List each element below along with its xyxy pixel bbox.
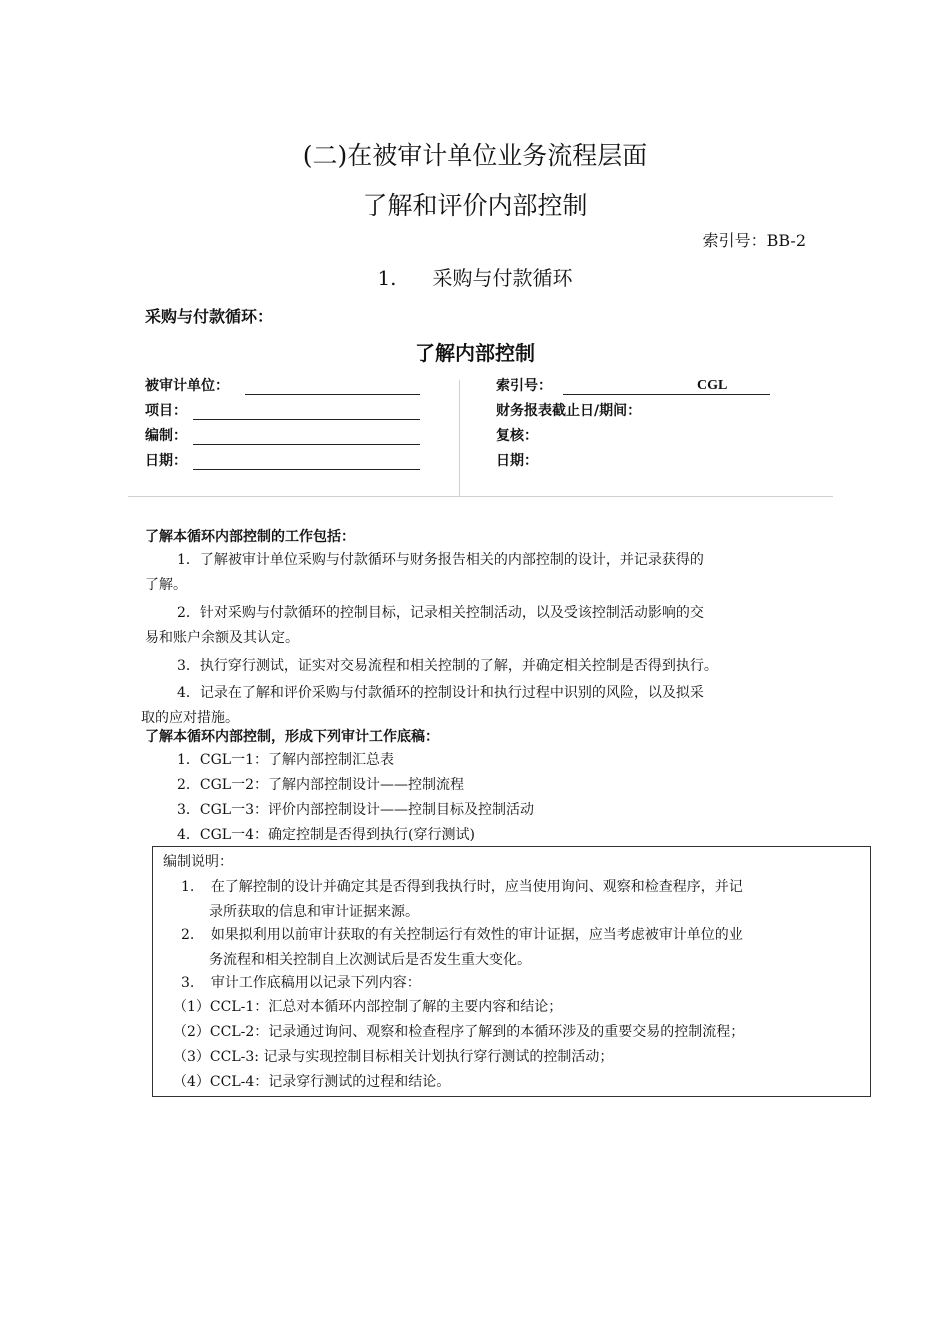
review-label: 复核： xyxy=(496,428,538,444)
work-scope-item-3: 3．执行穿行测试，证实对交易流程和相关控制的了解，并确定相关控制是否得到执行。 xyxy=(177,658,718,674)
notes-item-2: 2. 如果拟利用以前审计获取的有关控制运行有效性的审计证据，应当考虑被审计单位的业 务流程和相关控制自上次测试后是否发生重大变化。 xyxy=(181,927,743,968)
notes-subitem: （2）CCL-2：记录通过询问、观察和检查程序了解到的本循环涉及的重要交易的控制流程； xyxy=(173,1024,745,1040)
form-column-divider xyxy=(459,380,460,496)
notes-item-number: 1. xyxy=(181,879,195,895)
work-scope-item-4: 4．记录在了解和评价采购与付款循环的控制设计和执行过程中识别的风险，以及拟采 xyxy=(177,685,704,701)
section-heading xyxy=(0,262,950,291)
workpaper-item: 2．CGL一2：了解内部控制设计——控制流程 xyxy=(177,777,465,793)
preparation-notes-box xyxy=(152,846,871,1097)
project-field[interactable] xyxy=(193,403,420,420)
date-label-right: 日期： xyxy=(496,453,538,469)
workpapers-heading: 了解本循环内部控制，形成下列审计工作底稿： xyxy=(145,729,439,745)
form-bottom-divider xyxy=(128,496,833,497)
work-scope-item-2-cont: 易和账户余额及其认定。 xyxy=(145,630,299,646)
workpaper-item: 3．CGL一3：评价内部控制设计——控制目标及控制活动 xyxy=(177,802,535,818)
section-title: 采购与付款循环 xyxy=(432,266,573,290)
page-title-line1: (二)在被审计单位业务流程层面 xyxy=(302,141,648,170)
notes-item-number: 3. xyxy=(181,975,195,991)
work-scope-item-1-cont: 了解。 xyxy=(145,577,187,593)
workpaper-item: 1．CGL一1：了解内部控制汇总表 xyxy=(177,752,395,768)
auditee-field[interactable] xyxy=(245,378,420,395)
notes-subitems xyxy=(173,995,863,1095)
prepared-by-field[interactable] xyxy=(193,428,420,445)
page-title-line2: 了解和评价内部控制 xyxy=(362,191,588,220)
work-scope-item-4-cont: 取的应对措施。 xyxy=(141,710,239,726)
notes-subitem: （1）CCL-1：汇总对本循环内部控制了解的主要内容和结论； xyxy=(173,999,563,1015)
date-field-left[interactable] xyxy=(193,453,420,470)
section-number: 1. xyxy=(377,266,397,290)
notes-heading: 编制说明： xyxy=(163,854,233,870)
workpaper-item: 4．CGL一4：确定控制是否得到执行(穿行测试) xyxy=(177,827,475,843)
index-field[interactable]: CGL xyxy=(563,378,770,395)
date-label-left: 日期： xyxy=(145,453,187,469)
work-scope-heading: 了解本循环内部控制的工作包括： xyxy=(145,529,355,545)
auditee-label: 被审计单位： xyxy=(145,378,229,394)
work-scope-item-1: 1．了解被审计单位采购与付款循环与财务报告相关的内部控制的设计，并记录获得的 xyxy=(177,552,704,568)
work-scope-item-2: 2．针对采购与付款循环的控制目标，记录相关控制活动，以及受该控制活动影响的交 xyxy=(177,605,704,621)
period-label: 财务报表截止日/期间： xyxy=(496,403,642,419)
subsection-label: 采购与付款循环： xyxy=(145,307,274,326)
notes-item-1: 1. 在了解控制的设计并确定其是否得到我执行时，应当使用询问、观察和检查程序，并记 录所获取的信息和审计证据来源。 xyxy=(181,879,743,920)
prepared-by-label: 编制： xyxy=(145,428,187,444)
form-title: 了解内部控制 xyxy=(415,341,535,365)
notes-item-3: 3. 审计工作底稿用以记录下列内容： xyxy=(181,975,421,991)
index-label: 索引号： xyxy=(496,378,552,394)
notes-subitem: （4）CCL-4：记录穿行测试的过程和结论。 xyxy=(173,1074,451,1090)
document-index-ref: 索引号：BB-2 xyxy=(702,231,806,250)
notes-item-number: 2. xyxy=(181,927,195,943)
work-scope-list xyxy=(141,548,825,731)
project-label: 项目： xyxy=(145,403,187,419)
workpapers-list xyxy=(177,748,817,848)
notes-subitem: （3）CCL-3: 记录与实现控制目标相关计划执行穿行测试的控制活动； xyxy=(173,1049,614,1065)
